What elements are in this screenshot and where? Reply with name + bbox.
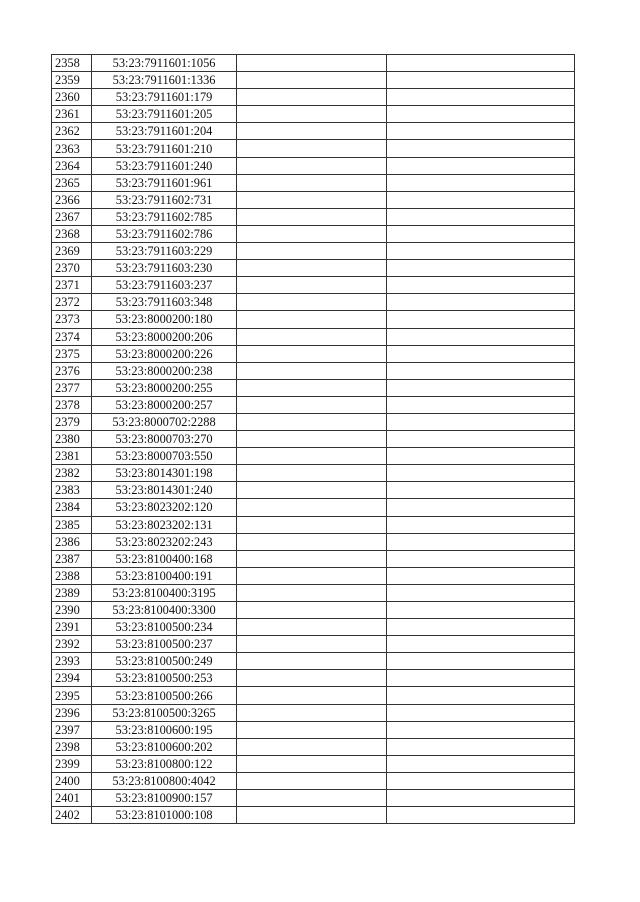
table-row (52, 584, 575, 601)
row-number-cell: 2369 (52, 243, 92, 260)
row-number-cell: 2390 (52, 602, 92, 619)
empty-cell (387, 379, 575, 396)
row-number-cell: 2380 (52, 431, 92, 448)
row-number-cell: 2367 (52, 208, 92, 225)
table-row (52, 243, 575, 260)
empty-cell (236, 499, 386, 516)
empty-cell (236, 516, 386, 533)
empty-cell (236, 191, 386, 208)
table-row (52, 465, 575, 482)
cadastral-number-cell: 53:23:8100400:191 (92, 567, 236, 584)
cadastral-number-cell: 53:23:8000200:238 (92, 362, 236, 379)
empty-cell (387, 174, 575, 191)
table-row (52, 174, 575, 191)
cadastral-number-cell: 53:23:8014301:198 (92, 465, 236, 482)
cadastral-number-cell: 53:23:8000200:206 (92, 328, 236, 345)
table-row (52, 157, 575, 174)
row-number-cell: 2379 (52, 413, 92, 430)
table-row (52, 721, 575, 738)
cadastral-number-cell: 53:23:8100500:253 (92, 670, 236, 687)
row-number-cell: 2398 (52, 738, 92, 755)
empty-cell (236, 311, 386, 328)
empty-cell (236, 687, 386, 704)
empty-cell (236, 72, 386, 89)
row-number-cell: 2384 (52, 499, 92, 516)
table-row (52, 619, 575, 636)
row-number-cell: 2358 (52, 55, 92, 72)
table-row (52, 191, 575, 208)
empty-cell (236, 721, 386, 738)
empty-cell (236, 533, 386, 550)
empty-cell (387, 260, 575, 277)
empty-cell (236, 208, 386, 225)
cadastral-number-cell: 53:23:8100500:249 (92, 653, 236, 670)
empty-cell (236, 738, 386, 755)
cadastral-number-cell: 53:23:7911601:961 (92, 174, 236, 191)
empty-cell (236, 448, 386, 465)
empty-cell (236, 636, 386, 653)
empty-cell (387, 721, 575, 738)
cadastral-number-cell: 53:23:8100800:122 (92, 755, 236, 772)
empty-cell (387, 499, 575, 516)
table-row (52, 499, 575, 516)
cadastral-number-cell: 53:23:8100500:237 (92, 636, 236, 653)
empty-cell (387, 533, 575, 550)
cadastral-number-cell: 53:23:8100400:3195 (92, 584, 236, 601)
table-row (52, 311, 575, 328)
empty-cell (387, 396, 575, 413)
document-page (51, 54, 575, 824)
row-number-cell: 2376 (52, 362, 92, 379)
cadastral-number-cell: 53:23:8000703:550 (92, 448, 236, 465)
empty-cell (387, 294, 575, 311)
cadastral-number-cell: 53:23:8023202:120 (92, 499, 236, 516)
cadastral-number-cell: 53:23:8000200:180 (92, 311, 236, 328)
empty-cell (236, 243, 386, 260)
cadastral-number-cell: 53:23:8000702:2288 (92, 413, 236, 430)
table-row (52, 687, 575, 704)
cadastral-number-cell: 53:23:7911601:240 (92, 157, 236, 174)
empty-cell (236, 396, 386, 413)
empty-cell (387, 602, 575, 619)
table-row (52, 294, 575, 311)
empty-cell (387, 140, 575, 157)
empty-cell (236, 157, 386, 174)
cadastral-number-cell: 53:23:8100400:168 (92, 550, 236, 567)
row-number-cell: 2374 (52, 328, 92, 345)
cadastral-number-cell: 53:23:7911602:786 (92, 225, 236, 242)
cadastral-number-cell: 53:23:8100500:3265 (92, 704, 236, 721)
empty-cell (236, 225, 386, 242)
cadastral-number-cell: 53:23:7911601:1056 (92, 55, 236, 72)
cadastral-number-cell: 53:23:8100500:234 (92, 619, 236, 636)
empty-cell (387, 567, 575, 584)
empty-cell (236, 89, 386, 106)
row-number-cell: 2363 (52, 140, 92, 157)
empty-cell (236, 328, 386, 345)
empty-cell (387, 328, 575, 345)
table-row (52, 362, 575, 379)
empty-cell (387, 482, 575, 499)
table-row (52, 123, 575, 140)
empty-cell (387, 790, 575, 807)
cadastral-number-cell: 53:23:8100600:195 (92, 721, 236, 738)
table-row (52, 550, 575, 567)
cadastral-number-cell: 53:23:7911601:1336 (92, 72, 236, 89)
row-number-cell: 2395 (52, 687, 92, 704)
table-row (52, 208, 575, 225)
cadastral-number-cell: 53:23:7911601:179 (92, 89, 236, 106)
row-number-cell: 2387 (52, 550, 92, 567)
empty-cell (387, 670, 575, 687)
table-row (52, 516, 575, 533)
table-row (52, 345, 575, 362)
empty-cell (387, 89, 575, 106)
empty-cell (236, 807, 386, 824)
cadastral-number-cell: 53:23:8014301:240 (92, 482, 236, 499)
cadastral-number-cell: 53:23:7911603:348 (92, 294, 236, 311)
table-row (52, 567, 575, 584)
table-row (52, 448, 575, 465)
empty-cell (387, 465, 575, 482)
empty-cell (236, 550, 386, 567)
row-number-cell: 2377 (52, 379, 92, 396)
row-number-cell: 2402 (52, 807, 92, 824)
empty-cell (236, 670, 386, 687)
empty-cell (236, 619, 386, 636)
empty-cell (236, 584, 386, 601)
empty-cell (387, 277, 575, 294)
table-row (52, 396, 575, 413)
table-row (52, 431, 575, 448)
empty-cell (387, 704, 575, 721)
row-number-cell: 2400 (52, 772, 92, 789)
cadastral-number-cell: 53:23:8023202:243 (92, 533, 236, 550)
row-number-cell: 2366 (52, 191, 92, 208)
row-number-cell: 2383 (52, 482, 92, 499)
empty-cell (387, 191, 575, 208)
row-number-cell: 2399 (52, 755, 92, 772)
empty-cell (387, 584, 575, 601)
empty-cell (236, 106, 386, 123)
empty-cell (236, 345, 386, 362)
empty-cell (236, 413, 386, 430)
empty-cell (387, 106, 575, 123)
empty-cell (387, 345, 575, 362)
row-number-cell: 2362 (52, 123, 92, 140)
row-number-cell: 2375 (52, 345, 92, 362)
table-row (52, 260, 575, 277)
table-row (52, 636, 575, 653)
empty-cell (387, 772, 575, 789)
row-number-cell: 2389 (52, 584, 92, 601)
row-number-cell: 2386 (52, 533, 92, 550)
row-number-cell: 2394 (52, 670, 92, 687)
cadastral-number-cell: 53:23:8100400:3300 (92, 602, 236, 619)
empty-cell (236, 772, 386, 789)
empty-cell (387, 636, 575, 653)
empty-cell (387, 413, 575, 430)
empty-cell (236, 755, 386, 772)
table-row (52, 807, 575, 824)
empty-cell (236, 704, 386, 721)
table-row (52, 482, 575, 499)
empty-cell (387, 431, 575, 448)
empty-cell (236, 294, 386, 311)
empty-cell (387, 619, 575, 636)
table-row (52, 72, 575, 89)
empty-cell (236, 55, 386, 72)
table-row (52, 106, 575, 123)
table-row (52, 738, 575, 755)
row-number-cell: 2370 (52, 260, 92, 277)
empty-cell (387, 755, 575, 772)
empty-cell (236, 379, 386, 396)
empty-cell (387, 362, 575, 379)
cadastral-table (51, 54, 575, 824)
table-row (52, 653, 575, 670)
empty-cell (387, 72, 575, 89)
cadastral-number-cell: 53:23:8101000:108 (92, 807, 236, 824)
cadastral-number-cell: 53:23:8000200:226 (92, 345, 236, 362)
empty-cell (387, 738, 575, 755)
table-row (52, 55, 575, 72)
cadastral-number-cell: 53:23:7911603:230 (92, 260, 236, 277)
row-number-cell: 2391 (52, 619, 92, 636)
table-row (52, 225, 575, 242)
row-number-cell: 2371 (52, 277, 92, 294)
empty-cell (387, 157, 575, 174)
cadastral-number-cell: 53:23:7911603:229 (92, 243, 236, 260)
cadastral-number-cell: 53:23:7911602:731 (92, 191, 236, 208)
table-row (52, 277, 575, 294)
empty-cell (387, 225, 575, 242)
row-number-cell: 2378 (52, 396, 92, 413)
row-number-cell: 2393 (52, 653, 92, 670)
table-row (52, 704, 575, 721)
table-row (52, 755, 575, 772)
empty-cell (236, 567, 386, 584)
empty-cell (387, 123, 575, 140)
row-number-cell: 2392 (52, 636, 92, 653)
empty-cell (236, 653, 386, 670)
empty-cell (387, 448, 575, 465)
row-number-cell: 2360 (52, 89, 92, 106)
empty-cell (387, 311, 575, 328)
empty-cell (387, 55, 575, 72)
cadastral-number-cell: 53:23:7911602:785 (92, 208, 236, 225)
cadastral-number-cell: 53:23:8100900:157 (92, 790, 236, 807)
table-row (52, 379, 575, 396)
empty-cell (236, 431, 386, 448)
table-row (52, 140, 575, 157)
empty-cell (236, 790, 386, 807)
table-row (52, 670, 575, 687)
table-row (52, 533, 575, 550)
empty-cell (387, 550, 575, 567)
empty-cell (236, 277, 386, 294)
row-number-cell: 2381 (52, 448, 92, 465)
empty-cell (387, 687, 575, 704)
row-number-cell: 2359 (52, 72, 92, 89)
row-number-cell: 2396 (52, 704, 92, 721)
cadastral-number-cell: 53:23:7911601:210 (92, 140, 236, 157)
row-number-cell: 2373 (52, 311, 92, 328)
empty-cell (236, 140, 386, 157)
cadastral-number-cell: 53:23:7911601:204 (92, 123, 236, 140)
empty-cell (387, 807, 575, 824)
empty-cell (236, 362, 386, 379)
table-row (52, 89, 575, 106)
empty-cell (236, 260, 386, 277)
row-number-cell: 2364 (52, 157, 92, 174)
empty-cell (236, 123, 386, 140)
cadastral-number-cell: 53:23:8023202:131 (92, 516, 236, 533)
table-row (52, 413, 575, 430)
empty-cell (387, 516, 575, 533)
row-number-cell: 2382 (52, 465, 92, 482)
cadastral-number-cell: 53:23:8100800:4042 (92, 772, 236, 789)
empty-cell (387, 243, 575, 260)
cadastral-number-cell: 53:23:8000200:257 (92, 396, 236, 413)
empty-cell (236, 482, 386, 499)
table-row (52, 772, 575, 789)
row-number-cell: 2368 (52, 225, 92, 242)
row-number-cell: 2388 (52, 567, 92, 584)
row-number-cell: 2365 (52, 174, 92, 191)
cadastral-number-cell: 53:23:8000703:270 (92, 431, 236, 448)
empty-cell (236, 465, 386, 482)
cadastral-number-cell: 53:23:8100600:202 (92, 738, 236, 755)
row-number-cell: 2385 (52, 516, 92, 533)
empty-cell (236, 602, 386, 619)
cadastral-number-cell: 53:23:8100500:266 (92, 687, 236, 704)
cadastral-number-cell: 53:23:8000200:255 (92, 379, 236, 396)
empty-cell (236, 174, 386, 191)
table-row (52, 790, 575, 807)
table-row (52, 328, 575, 345)
row-number-cell: 2401 (52, 790, 92, 807)
table-row (52, 602, 575, 619)
row-number-cell: 2361 (52, 106, 92, 123)
table-body (52, 55, 575, 824)
row-number-cell: 2372 (52, 294, 92, 311)
cadastral-number-cell: 53:23:7911601:205 (92, 106, 236, 123)
row-number-cell: 2397 (52, 721, 92, 738)
empty-cell (387, 208, 575, 225)
empty-cell (387, 653, 575, 670)
cadastral-number-cell: 53:23:7911603:237 (92, 277, 236, 294)
